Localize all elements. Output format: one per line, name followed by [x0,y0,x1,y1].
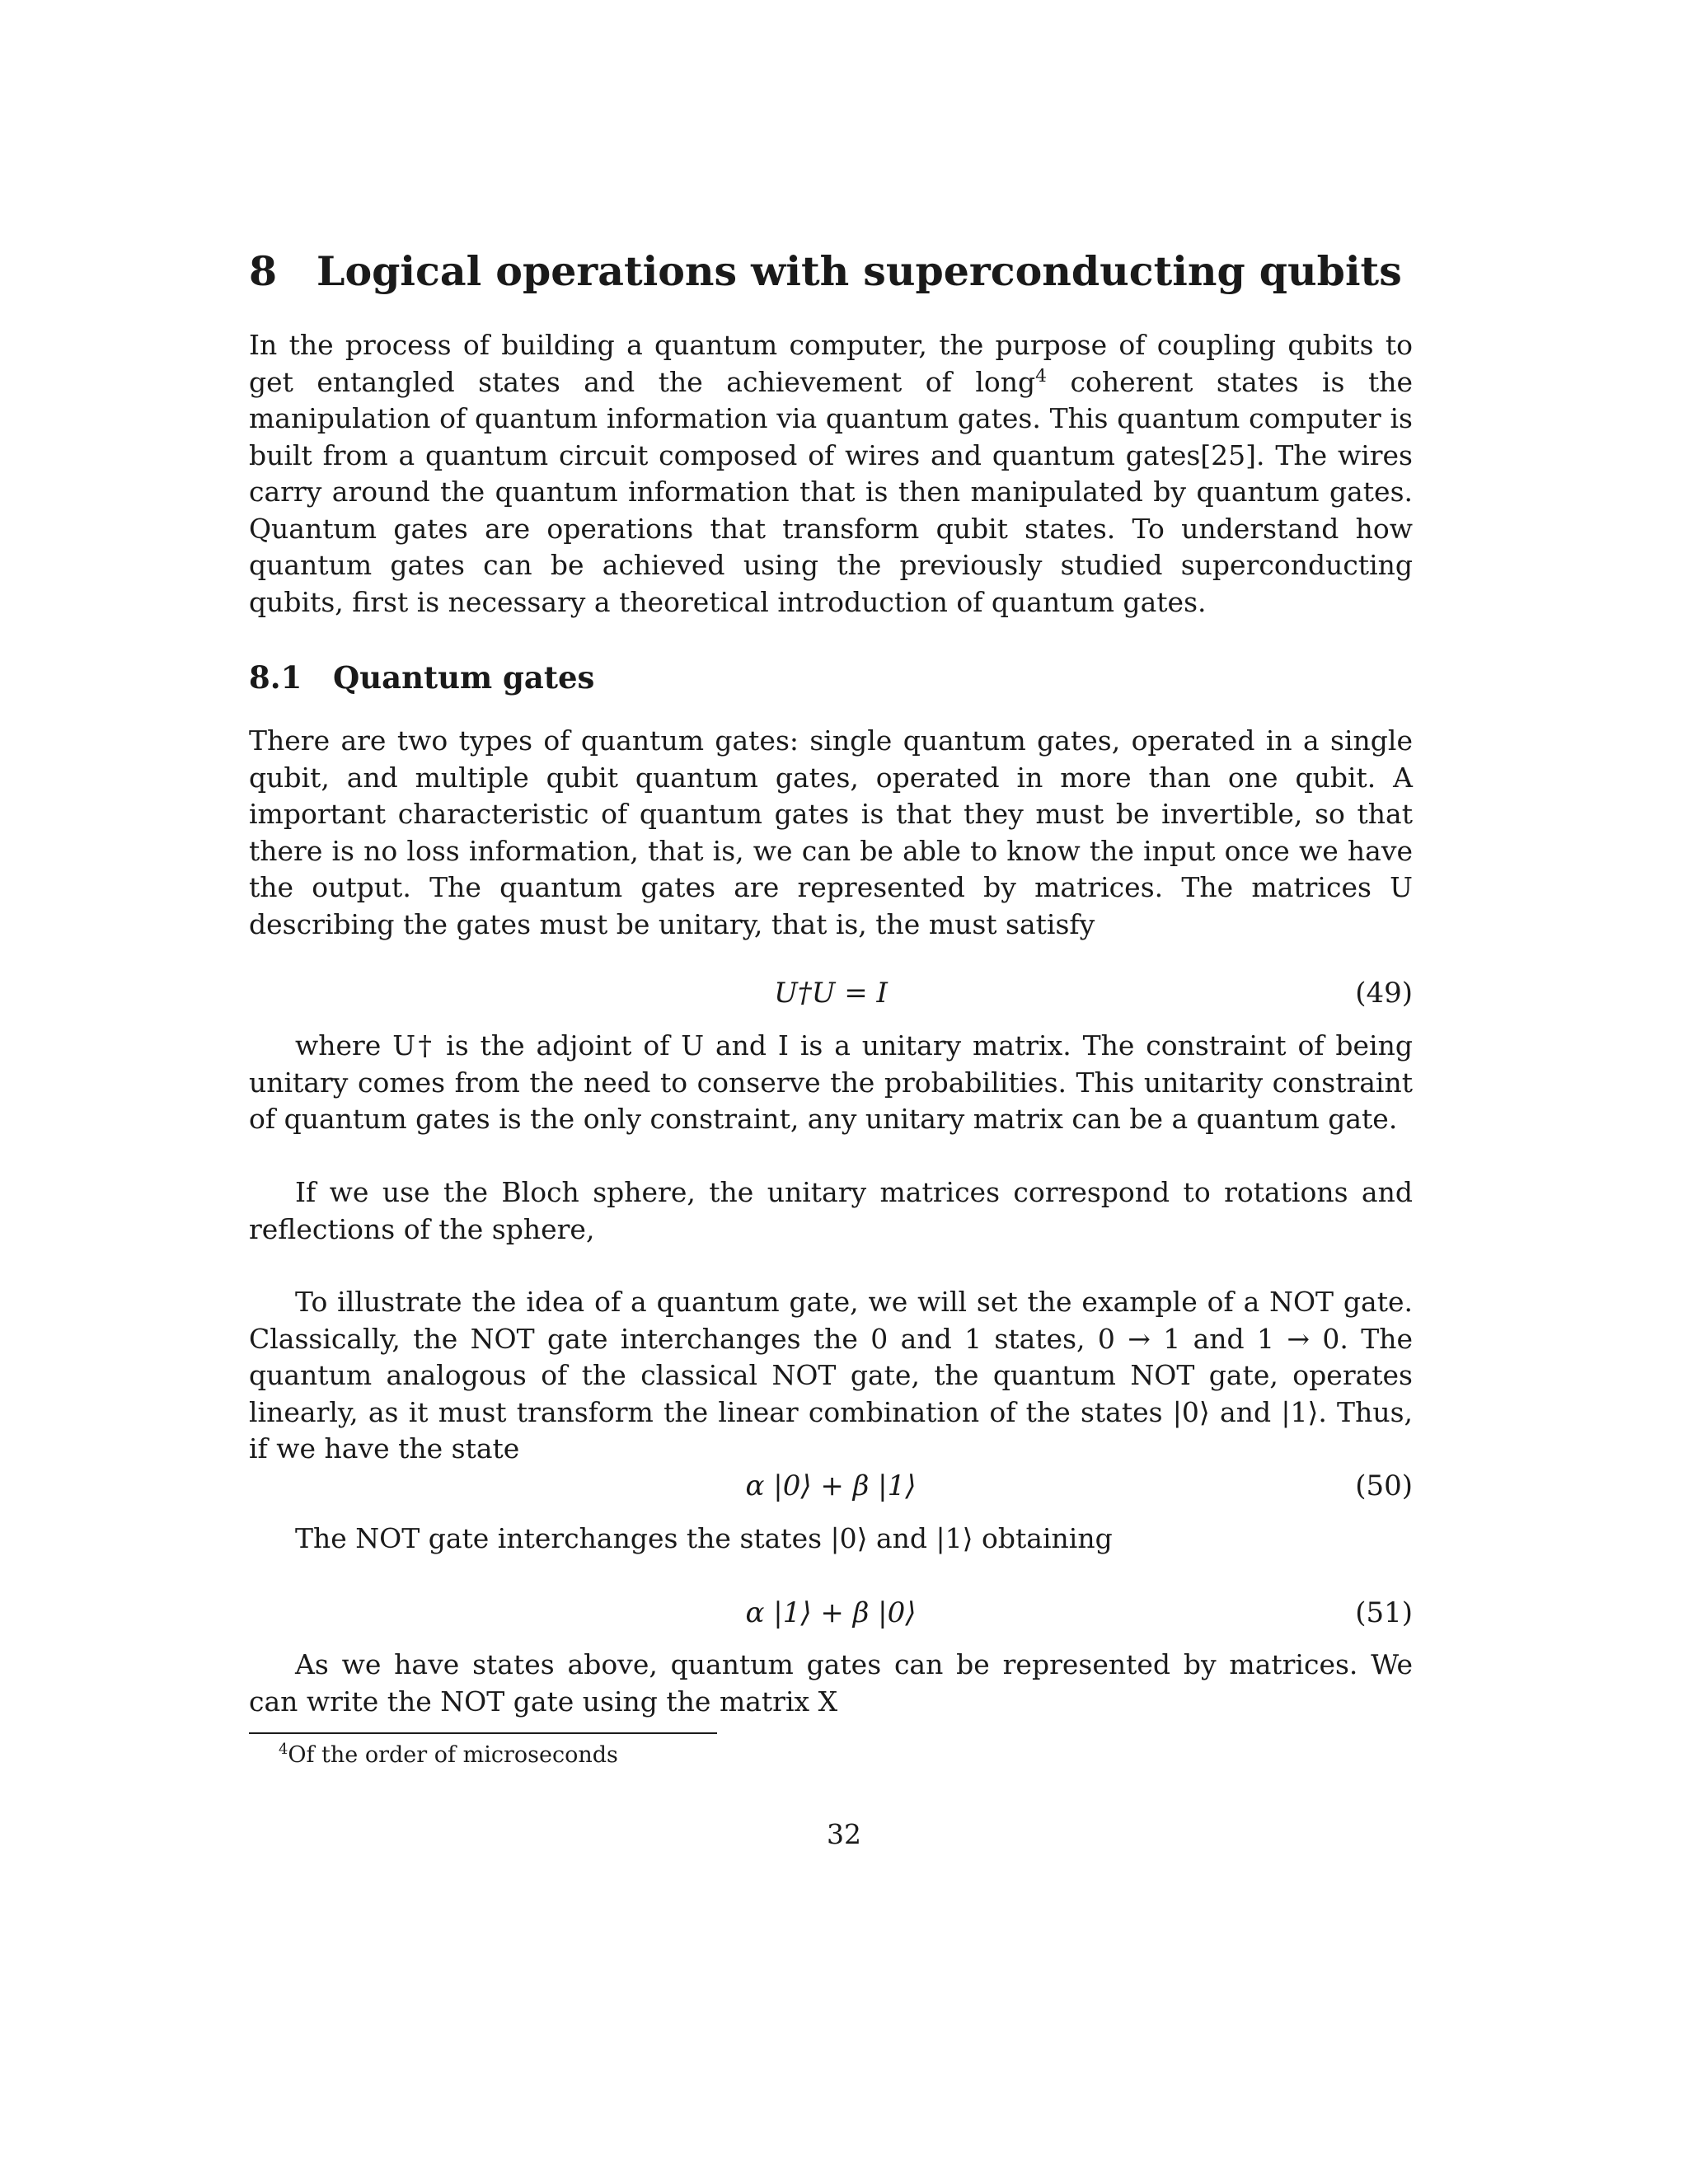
intro-paragraph: In the process of building a quantum computer, the purpose of coupling qubits to get entangled states and the achievement of long$^4$ coherent states is the manipulation of quantum information via quantum gates. This quantum computer is built from a quantum circuit composed of wires and quantum gates[25]. The wires carry around the quantum information that is then manipulated by quantum gates. Quantum gates are operations that transform qubit states. To understand how quantum gates can be achieved using the previously studied superconducting qubits, first is necessary a theoretical introduction of quantum gates. [249,329,1413,618]
equation-expression: U†U = I [774,977,888,1010]
paragraph-adjoint: where U† is the adjoint of U and I is a unitary matrix. The constraint of being unitary comes from the need to conserve the probabilities. This unitarity constraint of quantum gates is the only constraint, any unitary matrix can be a quantum gate. [249,1029,1413,1135]
subsection-number: 8.1 [249,659,302,696]
paragraph-gate-types: There are two types of quantum gates: single quantum gates, operated in a single qubit, and multiple qubit quantum gates, operated in more than one qubit. A important characteristic of quantum gates is that they must be invertible, so that there is no loss information, that is, we can be able to know the input once we have the output. The quantum gates are represented by matrices. The matrices U describing the gates must be unitary, that is, the must satisfy [249,724,1413,940]
footnote-text: Of the order of microseconds [288,1742,618,1768]
section-heading [249,247,1413,295]
equation-51 [249,1595,1413,1631]
equation-49 [249,975,1413,1011]
footnote [279,1741,618,1770]
equation-number: (49) [1355,977,1413,1010]
subsection-title: Quantum gates [333,659,595,696]
paragraph-not-gate: To illustrate the idea of a quantum gate, we will set the example of a NOT gate. Classically, the NOT gate interchanges the 0 and 1 states, 0 → 1 and 1 → 0. The quantum analogous of the classical NOT gate, the quantum NOT gate, operates linearly, as it must transform the linear combination of the states |0⟩ and |1⟩. Thus, if we have the state [249,1286,1413,1465]
equation-50 [249,1468,1413,1504]
section-number: 8 [249,247,278,295]
equation-expression: α |0⟩ + β |1⟩ [745,1469,917,1502]
footnote-marker: 4 [1035,365,1047,387]
subsection-heading [249,659,1413,696]
footnote-divider [249,1732,717,1734]
page-number: 32 [827,1818,861,1850]
paragraph-matrix-x: As we have states above, quantum gates can be represented by matrices. We can write the NOT gate using the matrix X [249,1648,1413,1718]
footnote-mark: 4 [279,1741,288,1758]
equation-number: (50) [1355,1469,1413,1502]
section-title: Logical operations with superconducting qubits [316,247,1402,295]
paragraph-bloch-sphere: If we use the Bloch sphere, the unitary matrices correspond to rotations and reflections of the sphere, [249,1176,1413,1245]
equation-number: (51) [1355,1596,1413,1629]
equation-expression: α |1⟩ + β |0⟩ [745,1596,917,1629]
paragraph-not-interchange: The NOT gate interchanges the states |0⟩ and |1⟩ obtaining [295,1522,1113,1554]
